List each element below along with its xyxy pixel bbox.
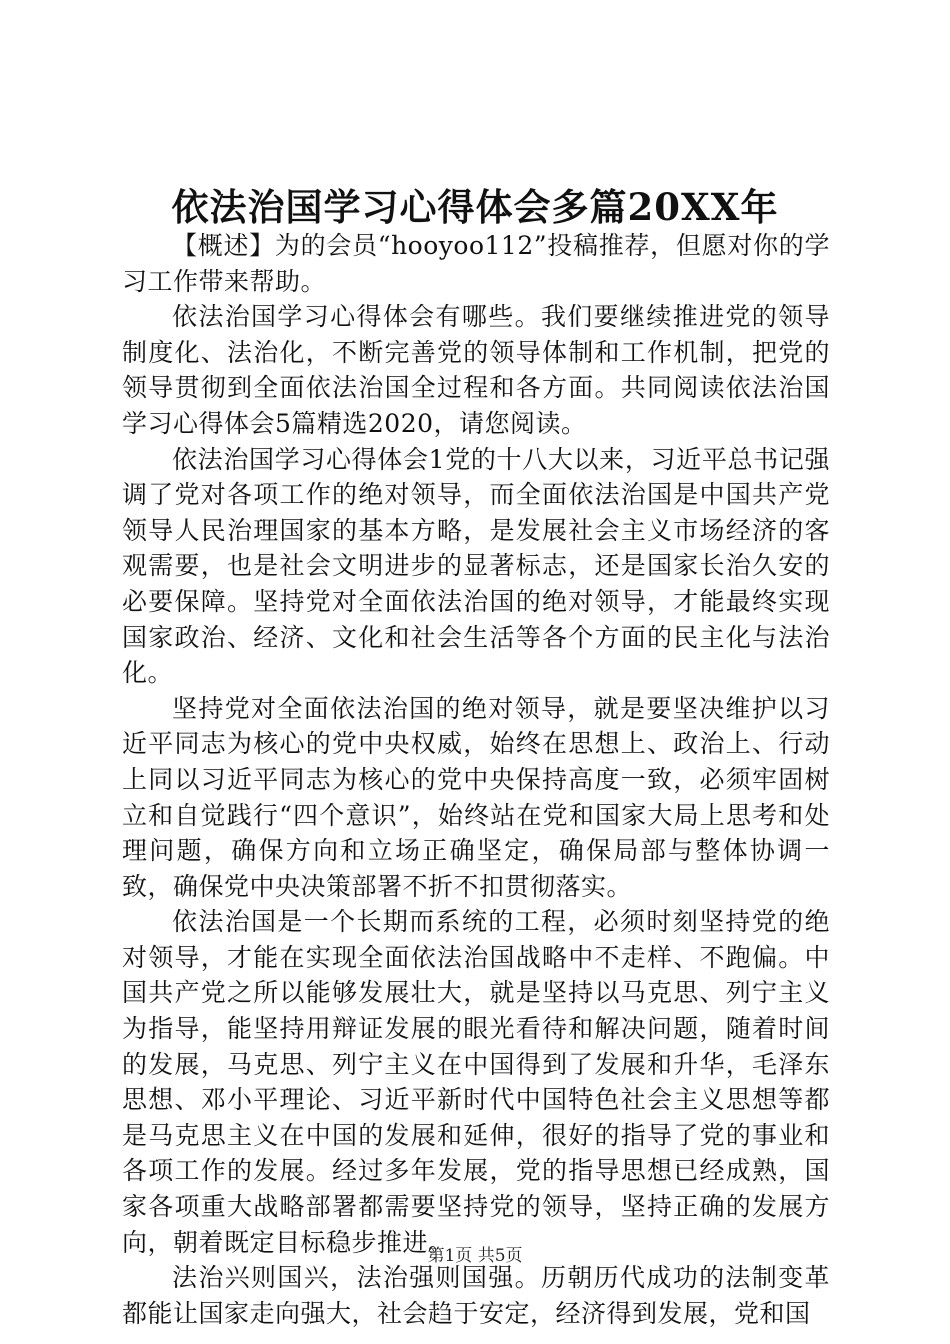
page-number-footer: 第1页 共5页 xyxy=(427,1246,523,1266)
paragraph-2: 坚持党对全面依法治国的绝对领导，就是要坚决维护以习近平同志为核心的党中央权威，始终在思想上、政治上、行动上同以习近平同志为核心的党中央保持高度一致，必须牢固树立和自觉践行“四个意识”，始终站在党和国家大局上思考和处理问题，确保方向和立场正确坚定，确保局部与整体协调一致，确保党中央决策部署不折不扣贯彻落实。 xyxy=(122,693,830,901)
paragraph-intro: 依法治国学习心得体会有哪些。我们要继续推进党的领导制度化、法治化，不断完善党的领导体制和工作机制，把党的领导贯彻到全面依法治国全过程和各方面。共同阅读依法治国学习心得体会5篇精选2020，请您阅读。 xyxy=(122,302,830,438)
paragraph-summary: 【概述】为的会员“hooyoo112”投稿推荐，但愿对你的学习工作带来帮助。 xyxy=(122,231,830,296)
paragraph-4: 法治兴则国兴，法治强则国强。历朝历代成功的法制变革都能让国家走向强大，社会趋于安定，经济得到发展，党和国 xyxy=(122,1263,830,1328)
paragraph-1: 依法治国学习心得体会1党的十八大以来，习近平总书记强调了党对各项工作的绝对领导，而全面依法治国是中国共产党领导人民治理国家的基本方略，是发展社会主义市场经济的客观需要，也是社会文明进步的显著标志，还是国家长治久安的必要保障。坚持党对全面依法治国的绝对领导，才能最终实现国家政治、经济、文化和社会生活等各个方面的民主化与法治化。 xyxy=(122,444,830,688)
paragraph-3: 依法治国是一个长期而系统的工程，必须时刻坚持党的绝对领导，才能在实现全面依法治国战略中不走样、不跑偏。中国共产党之所以能够发展壮大，就是坚持以马克思、列宁主义为指导，能坚持用辩证发展的眼光看待和解决问题，随着时间的发展，马克思、列宁主义在中国得到了发展和升华，毛泽东思想、邓小平理论、习近平新时代中国特色社会主义思想等都是马克思主义在中国的发展和延伸，很好的指导了党的事业和各项工作的发展。经过多年发展，党的指导思想已经成熟，国家各项重大战略部署都需要坚持党的领导，坚持正确的发展方向，朝着既定目标稳步推进。 xyxy=(122,907,830,1257)
document-title: 依法治国学习心得体会多篇20XX年 xyxy=(171,185,779,229)
document-body xyxy=(122,228,830,1331)
